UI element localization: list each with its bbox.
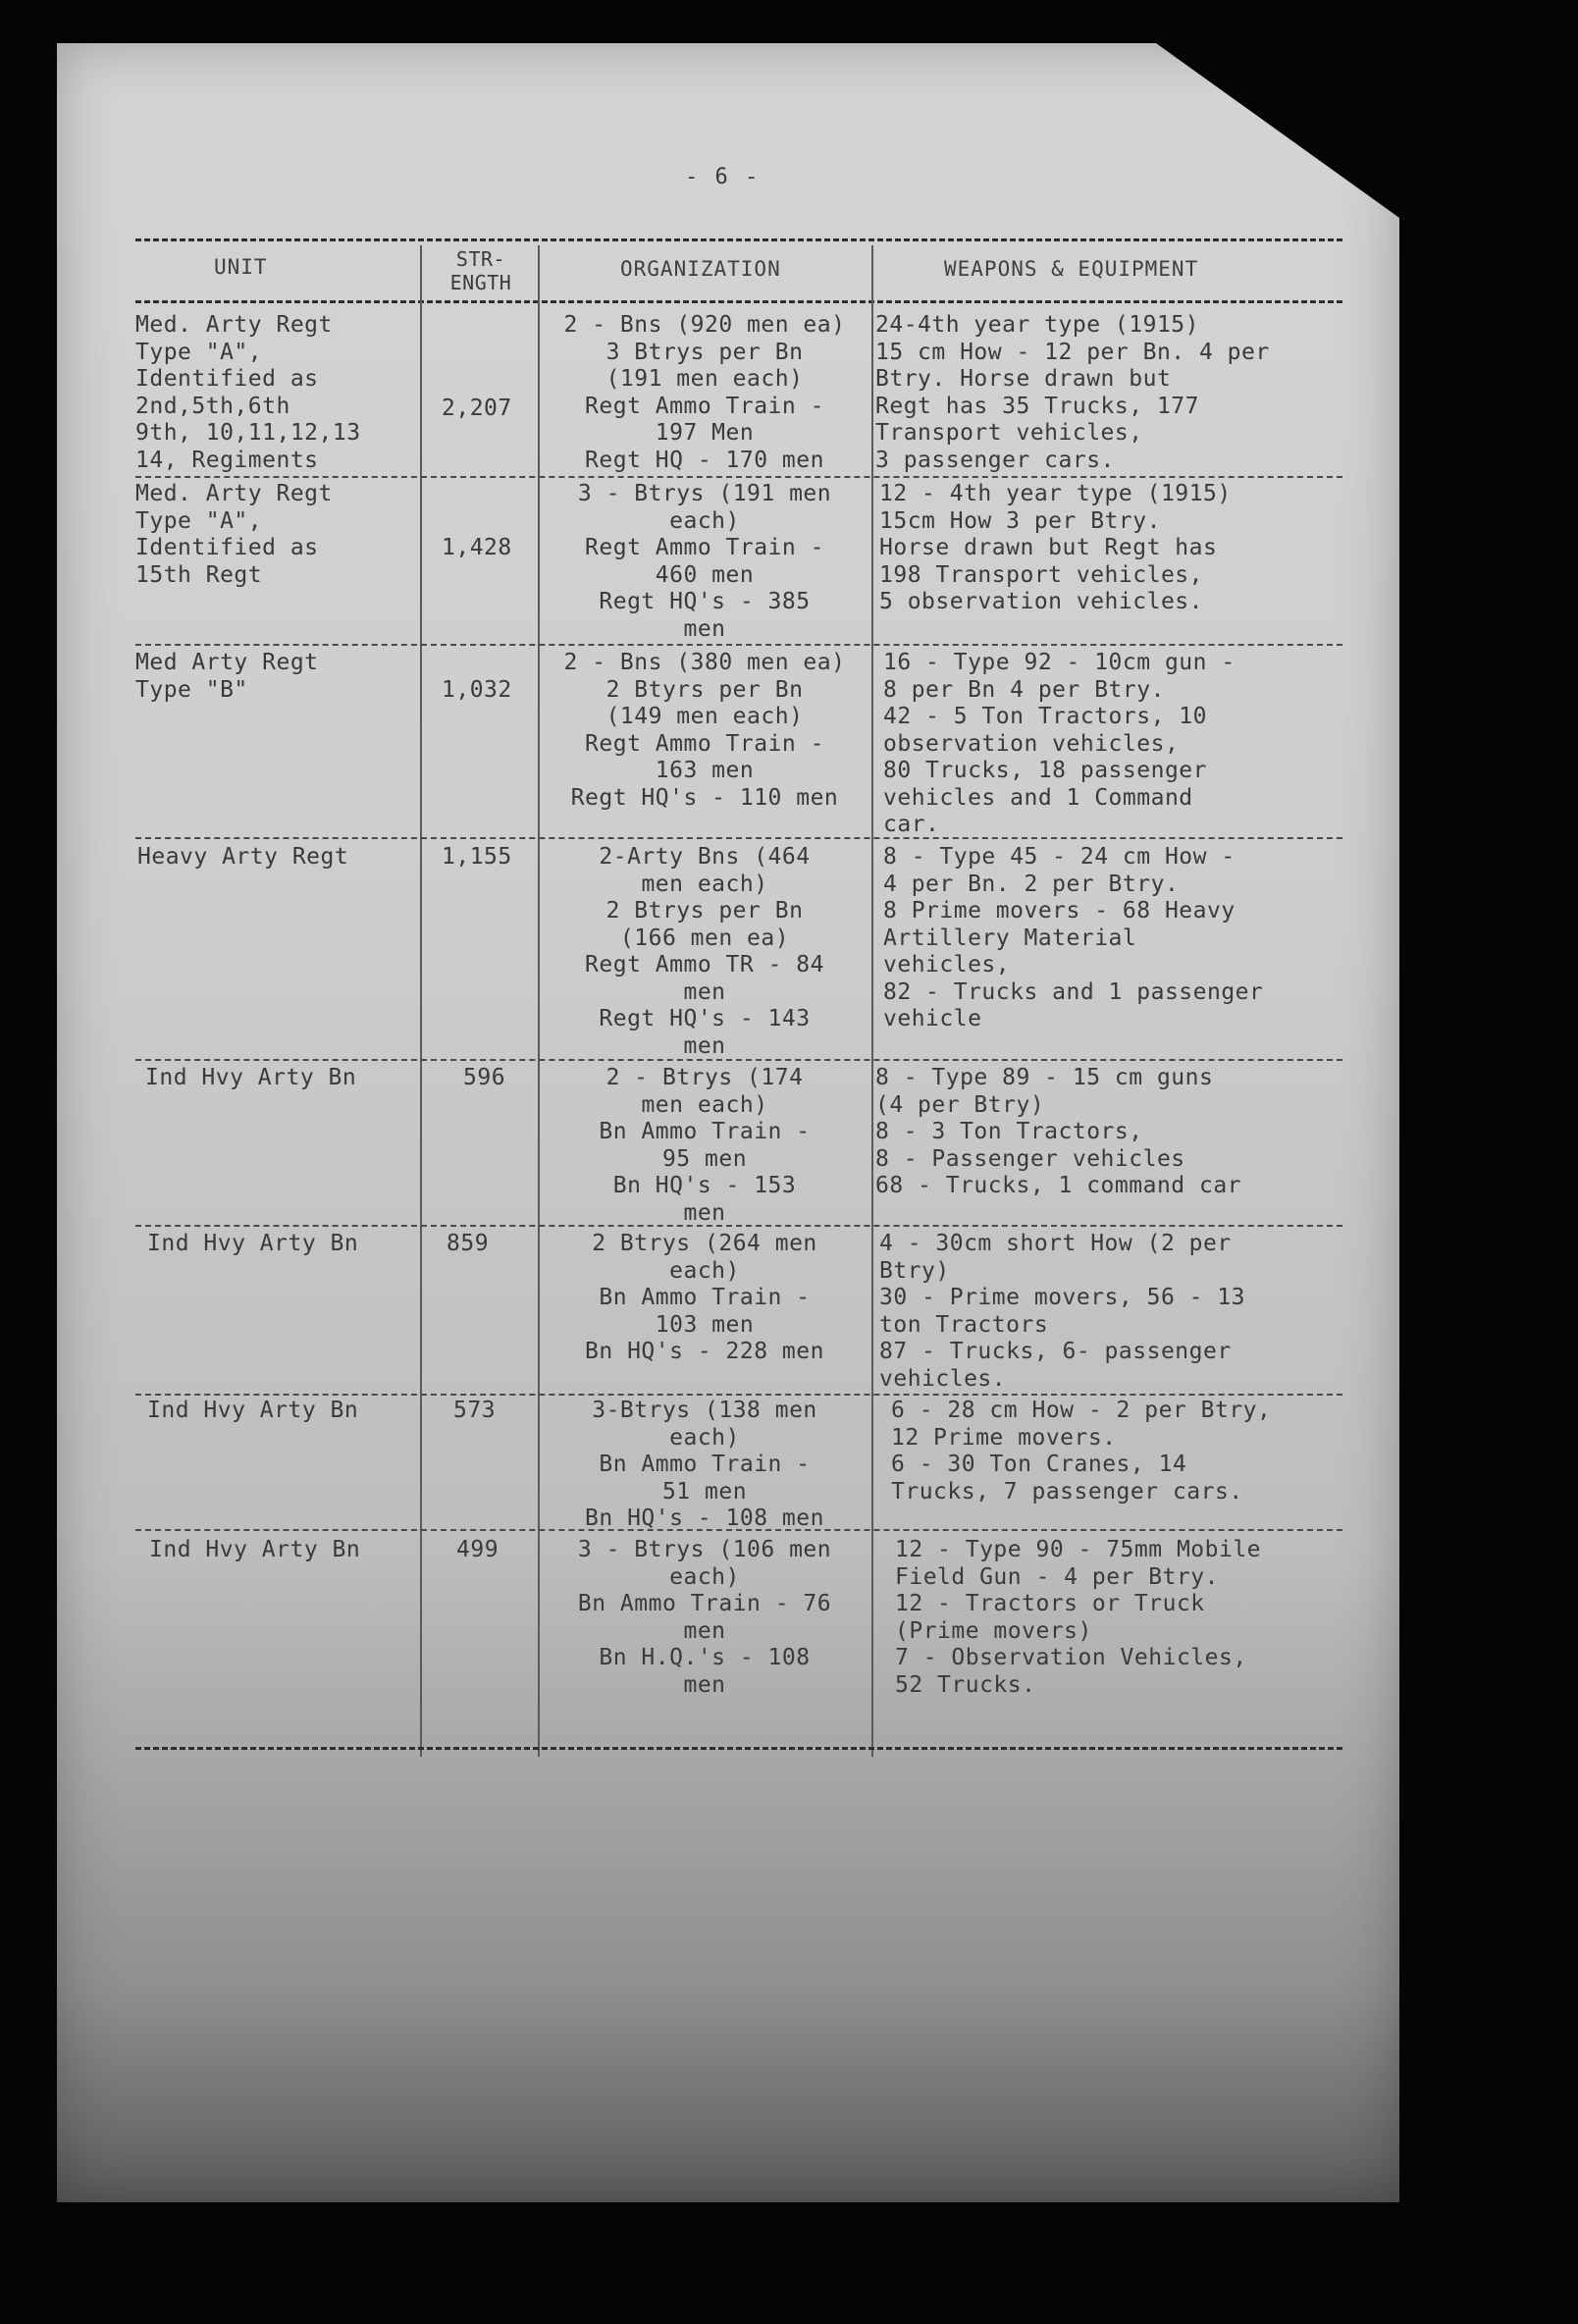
table-row-weapons: 8 - Type 89 - 15 cm guns (4 per Btry) 8 - 3 Ton Tractors, 8 - Passenger vehicles 68 - Trucks, 1 command car	[875, 1065, 1242, 1198]
table-row-organization: 2 - Btrys (174 men each) Bn Ammo Train - 95 men Bn HQ's - 153 men	[599, 1065, 811, 1226]
table-row-organization: 3 - Btrys (106 men each) Bn Ammo Train - 76 men Bn H.Q.'s - 108 men	[577, 1537, 832, 1698]
page-number: - 6 -	[685, 165, 761, 189]
table-row-unit: Ind Hvy Arty Bn	[147, 1231, 359, 1256]
table-row-unit: Heavy Arty Regt	[137, 844, 349, 870]
table-row-weapons: 24-4th year type (1915) 15 cm How - 12 per Bn. 4 per Btry. Horse drawn but Regt has 35 Trucks, 177 Transport vehicles, 3 passenger cars.	[875, 312, 1270, 473]
table-row-strength: 499	[456, 1537, 500, 1562]
table-row-strength: 859	[447, 1231, 490, 1256]
table-row-organization: 2 - Bns (920 men ea) 3 Btrys per Bn (191 men each) Regt Ammo Train - 197 Men Regt HQ - 170 men	[563, 312, 846, 473]
row-divider	[135, 476, 1342, 478]
table-row-unit: Ind Hvy Arty Bn	[149, 1537, 361, 1562]
table-row-organization: 2-Arty Bns (464 men each) 2 Btrys per Bn (166 men ea) Regt Ammo TR - 84 men Regt HQ's - 143 men	[585, 844, 824, 1059]
header-strength: STR- ENGTH	[449, 247, 512, 294]
table-row-strength: 1,155	[442, 844, 512, 870]
table-row-weapons: 12 - Type 90 - 75mm Mobile Field Gun - 4 per Btry. 12 - Tractors or Truck (Prime movers) 7 - Observation Vehicles, 52 Trucks.	[895, 1537, 1262, 1698]
row-divider	[135, 1394, 1342, 1396]
table-row-strength: 573	[453, 1398, 497, 1423]
header-organization: ORGANIZATION	[620, 257, 781, 281]
row-divider	[135, 644, 1342, 646]
table-row-strength: 2,207	[442, 396, 512, 421]
header-weapons: WEAPONS & EQUIPMENT	[944, 257, 1199, 281]
table-row-organization: 3-Btrys (138 men each) Bn Ammo Train - 51 men Bn HQ's - 108 men	[585, 1398, 824, 1531]
table-row-weapons: 16 - Type 92 - 10cm gun - 8 per Bn 4 per Btry. 42 - 5 Ton Tractors, 10 observation vehicles, 80 Trucks, 18 passenger vehicles and 1 Command car.	[883, 650, 1236, 837]
header-unit: UNIT	[214, 255, 268, 279]
bottom-rule	[135, 1747, 1342, 1750]
table-row-strength: 1,032	[442, 677, 512, 703]
top-rule	[135, 238, 1342, 241]
table-row-organization: 2 Btrys (264 men each) Bn Ammo Train - 103 men Bn HQ's - 228 men	[585, 1231, 824, 1364]
header-rule	[135, 300, 1342, 303]
table-row-unit: Med Arty Regt Type "B"	[135, 650, 319, 703]
table-row-unit: Med. Arty Regt Type "A", Identified as 2nd,5th,6th 9th, 10,11,12,13 14, Regiments	[135, 312, 361, 473]
table-row-unit: Ind Hvy Arty Bn	[145, 1065, 357, 1090]
table-row-unit: Ind Hvy Arty Bn	[147, 1398, 359, 1423]
table-row-weapons: 6 - 28 cm How - 2 per Btry, 12 Prime movers. 6 - 30 Ton Cranes, 14 Trucks, 7 passenger cars.	[891, 1398, 1272, 1505]
table-row-strength: 596	[463, 1065, 506, 1090]
table-row-weapons: 4 - 30cm short How (2 per Btry) 30 - Prime movers, 56 - 13 ton Tractors 87 - Trucks, 6- passenger vehicles.	[879, 1231, 1246, 1392]
table-row-organization: 2 - Bns (380 men ea) 2 Btyrs per Bn (149 men each) Regt Ammo Train - 163 men Regt HQ's - 110 men	[563, 650, 846, 811]
table-row-unit: Med. Arty Regt Type "A", Identified as 15th Regt	[135, 481, 333, 588]
table-row-weapons: 12 - 4th year type (1915) 15cm How 3 per Btry. Horse drawn but Regt has 198 Transport vehicles, 5 observation vehicles.	[879, 481, 1232, 614]
table-row-strength: 1,428	[442, 535, 512, 560]
table-row-weapons: 8 - Type 45 - 24 cm How - 4 per Bn. 2 per Btry. 8 Prime movers - 68 Heavy Artillery Material vehicles, 82 - Trucks and 1 passenger vehicle	[883, 844, 1264, 1031]
table-row-organization: 3 - Btrys (191 men each) Regt Ammo Train - 460 men Regt HQ's - 385 men	[577, 481, 832, 642]
